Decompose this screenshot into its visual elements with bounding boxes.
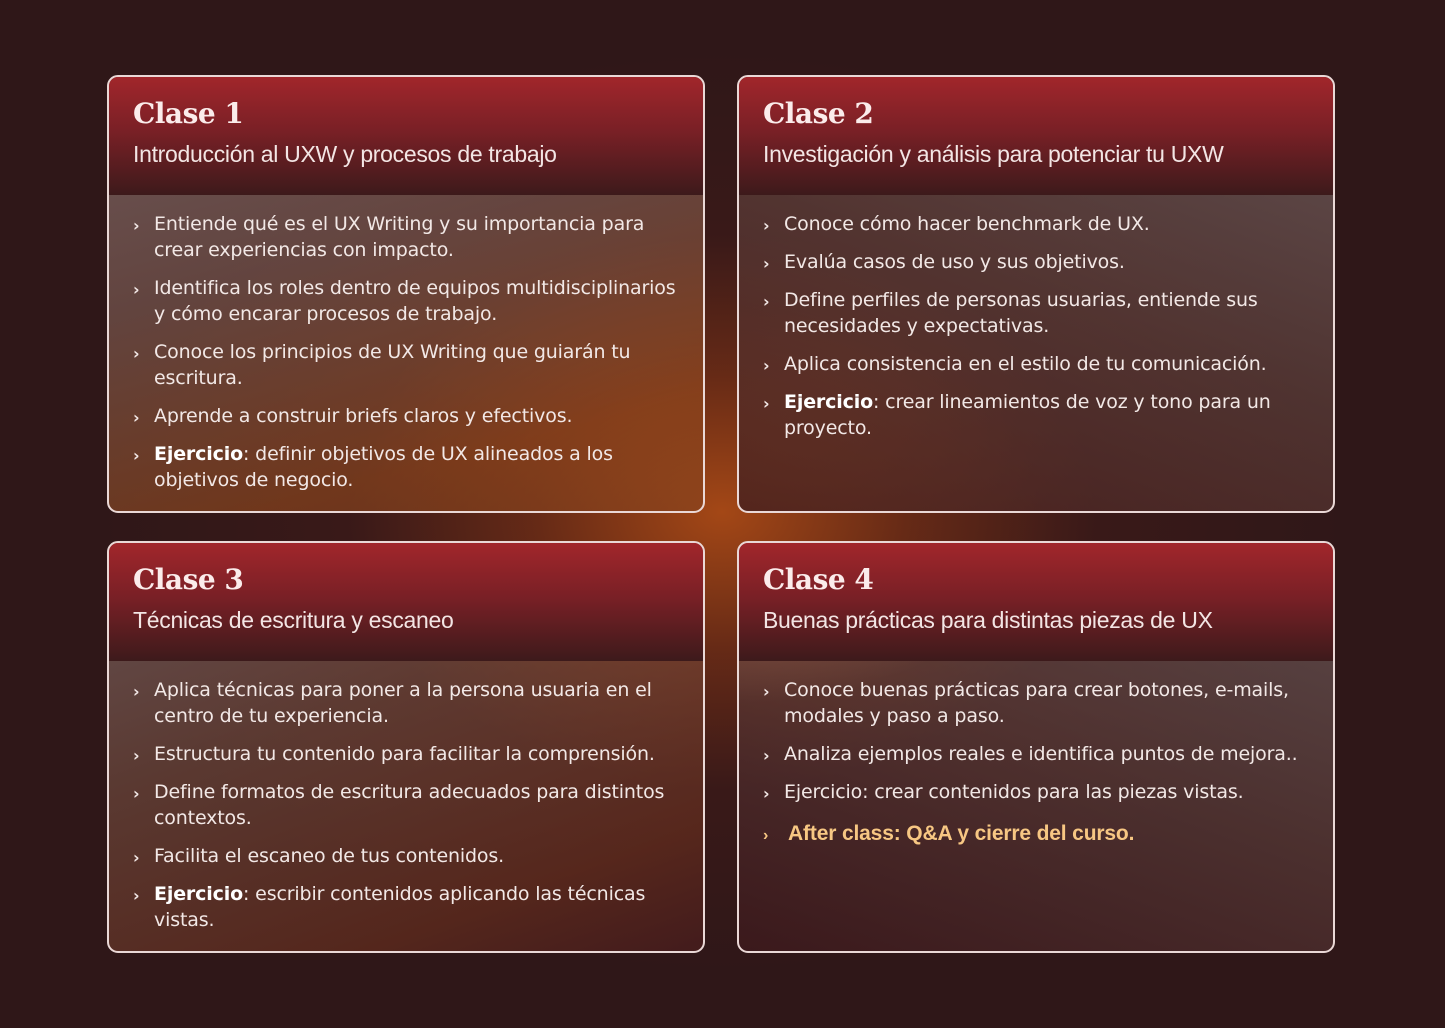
chevron-right-icon: ›	[133, 446, 140, 465]
list-item-text: : escribir contenidos aplicando las técnicas vistas.	[154, 883, 646, 931]
chevron-right-icon: ›	[133, 682, 140, 701]
list-item-text: Evalúa casos de uso y sus objetivos.	[784, 251, 1125, 273]
card-subtitle: Buenas prácticas para distintas piezas de UX	[763, 607, 1213, 633]
list-item	[133, 677, 685, 729]
chevron-right-icon: ›	[763, 784, 770, 803]
list-item-text: Facilita el escaneo de tus contenidos.	[154, 845, 505, 867]
chevron-right-icon: ›	[133, 408, 140, 427]
list-item-text: Aprende a construir briefs claros y efectivos.	[154, 405, 573, 427]
card-header	[109, 77, 703, 195]
list-item-text: Conoce buenas prácticas para crear botones, e-mails, modales y paso a paso.	[784, 679, 1289, 727]
card-title: Clase 4	[763, 563, 874, 596]
card-header	[739, 77, 1333, 195]
list-item-text: Estructura tu contenido para facilitar la comprensión.	[154, 743, 655, 765]
list-item	[763, 389, 1315, 441]
chevron-right-icon: ›	[133, 216, 140, 235]
exercise-label: Ejercicio	[784, 391, 874, 413]
list-item-text: Analiza ejemplos reales e identifica puntos de mejora..	[784, 743, 1298, 765]
list-item	[763, 351, 1315, 377]
card-header	[739, 543, 1333, 661]
class-card-4	[737, 541, 1335, 953]
after-class-item	[763, 821, 1315, 847]
topic-list	[133, 677, 685, 933]
chevron-right-icon: ›	[133, 746, 140, 765]
card-title: Clase 3	[133, 563, 244, 596]
list-item-text: Define perfiles de personas usuarias, entiende sus necesidades y expectativas.	[784, 289, 1258, 337]
list-item	[763, 677, 1315, 729]
list-item-text: Entiende qué es el UX Writing y su importancia para crear experiencias con impacto.	[154, 213, 645, 261]
list-item	[133, 741, 685, 767]
card-body	[109, 195, 703, 493]
list-item	[133, 441, 685, 493]
list-item-text: : crear lineamientos de voz y tono para un proyecto.	[784, 391, 1271, 439]
chevron-right-icon: ›	[763, 682, 770, 701]
class-card-1	[107, 75, 705, 513]
card-body	[739, 195, 1333, 441]
chevron-right-icon: ›	[763, 254, 770, 273]
card-body	[739, 661, 1333, 847]
card-subtitle: Técnicas de escritura y escaneo	[133, 607, 454, 633]
chevron-right-icon: ›	[763, 746, 770, 765]
list-item	[133, 843, 685, 869]
list-item-text: Identifica los roles dentro de equipos multidisciplinarios y cómo encarar procesos de trabajo.	[154, 277, 676, 325]
card-body	[109, 661, 703, 933]
list-item-text: Conoce los principios de UX Writing que guiarán tu escritura.	[154, 341, 631, 389]
exercise-label: Ejercicio	[154, 443, 244, 465]
list-item-text: After class: Q&A y cierre del curso.	[788, 822, 1135, 845]
chevron-right-icon: ›	[763, 292, 770, 311]
chevron-right-icon: ›	[763, 394, 770, 413]
exercise-label: Ejercicio	[154, 883, 244, 905]
card-subtitle: Introducción al UXW y procesos de trabajo	[133, 141, 557, 167]
card-header	[109, 543, 703, 661]
list-item	[133, 339, 685, 391]
class-card-2	[737, 75, 1335, 513]
topic-list	[133, 211, 685, 493]
list-item-text: Define formatos de escritura adecuados para distintos contextos.	[154, 781, 665, 829]
list-item	[763, 741, 1315, 767]
list-item	[133, 403, 685, 429]
list-item-text: Aplica técnicas para poner a la persona usuaria en el centro de tu experiencia.	[154, 679, 652, 727]
chevron-right-icon: ›	[763, 827, 769, 844]
list-item	[763, 211, 1315, 237]
chevron-right-icon: ›	[133, 784, 140, 803]
list-item-text: Aplica consistencia en el estilo de tu comunicación.	[784, 353, 1267, 375]
chevron-right-icon: ›	[763, 356, 770, 375]
list-item	[133, 211, 685, 263]
chevron-right-icon: ›	[133, 886, 140, 905]
chevron-right-icon: ›	[133, 848, 140, 867]
chevron-right-icon: ›	[133, 344, 140, 363]
list-item	[763, 779, 1315, 805]
card-subtitle: Investigación y análisis para potenciar tu UXW	[763, 141, 1224, 167]
card-title: Clase 1	[133, 97, 244, 130]
card-title: Clase 2	[763, 97, 874, 130]
topic-list	[763, 211, 1315, 441]
list-item	[133, 881, 685, 933]
list-item-text: Ejercicio: crear contenidos para las piezas vistas.	[784, 781, 1244, 803]
list-item-text: : definir objetivos de UX alineados a los objetivos de negocio.	[154, 443, 613, 491]
list-item-text: Conoce cómo hacer benchmark de UX.	[784, 213, 1150, 235]
chevron-right-icon: ›	[133, 280, 140, 299]
list-item	[133, 275, 685, 327]
list-item	[133, 779, 685, 831]
class-card-3	[107, 541, 705, 953]
list-item	[763, 249, 1315, 275]
list-item	[763, 287, 1315, 339]
topic-list	[763, 677, 1315, 847]
chevron-right-icon: ›	[763, 216, 770, 235]
